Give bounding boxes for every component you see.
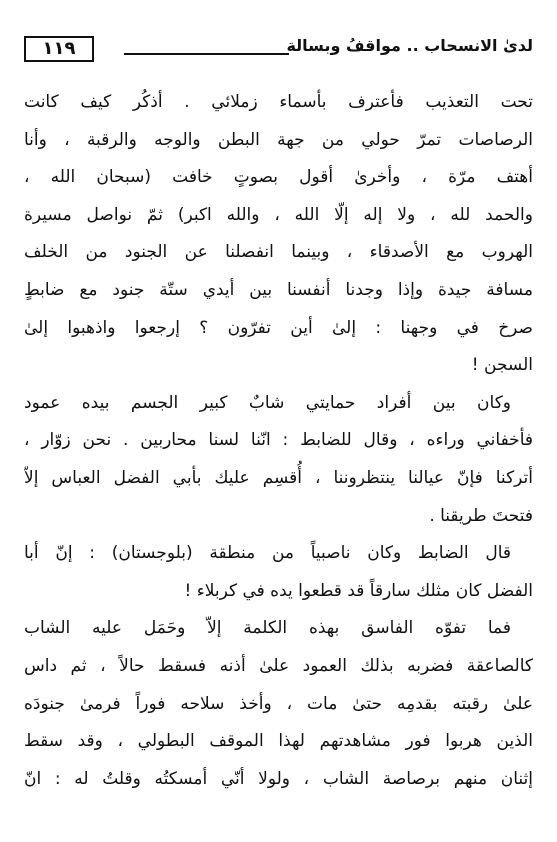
text-line: إثنان منهم برصاصة الشاب ، ولولا أنّي أمسكتُه وقلتُ له : انّ <box>24 768 533 789</box>
text-line: صرخ في وجهنا : إلىٰ أين تفرّون ؟ إرجعوا واذهبوا إلىٰ <box>24 317 533 338</box>
text-line: علىٰ رقبته بقدمِه حتىٰ مات ، وأخذ سلاحه فوراً فرمىٰ جنودَه <box>24 693 533 714</box>
header-rule <box>124 53 289 55</box>
text-line: الهروب مع الأصدقاء ، وبينما انفصلنا عن الجنود من الخلف <box>24 242 533 263</box>
text-line: وكان بين أفراد حمايتي شابٌ كبير الجسم بيده عمود <box>24 392 511 413</box>
page-header <box>24 34 533 70</box>
text-line: كالصاعقة فضربه بذلك العمود علىٰ أذنه فسقط حالاً ، ثم داس <box>24 655 533 676</box>
page-number-box: ١١٩ <box>24 36 94 62</box>
text-line: فتحتَ طريقنا . <box>429 505 533 526</box>
text-line: الرصاصات تمرّ حولي من جهة البطن والوجه والرقبة ، وأنا <box>24 129 533 150</box>
text-line: السجن ! <box>471 355 533 376</box>
running-title: لدىٰ الانسحاب .. مواقفُ وبسالة <box>286 36 533 55</box>
text-line: والحمد لله ، ولا إله إلّا الله ، والله اكبر) ثمّ نواصل مسيرة <box>24 204 533 225</box>
text-line: قال الضابط وكان ناصبياً من منطقة (بلوجستان) : إنّ أبا <box>24 543 511 564</box>
text-line: تحت التعذيب فأعترف بأسماء زملائي . أذكُر كيف كانت <box>24 92 533 112</box>
text-line: فما تفوّه الفاسق بهذه الكلمة إلاّ وحَمَل عليه الشاب <box>24 618 511 639</box>
text-line: مسافة جيدة وإذا وجدنا أنفسنا بين أيدي ستّة جنود مع ضابطٍ <box>24 279 533 300</box>
body-text <box>24 84 533 798</box>
text-line: أهتف مرّة ، وأخرىٰ أقول بصوتٍ خافت (سبحان الله ، <box>24 167 533 188</box>
text-line: فأخفاني وراءه ، وقال للضابط : انّنا لسنا محاربين . نحن زوّار ، <box>24 430 533 451</box>
text-line: أتركنا فإنّ عيالنا ينتظروننا ، أُقسِم عليك بأبي الفضل العباس إلاّ <box>24 467 533 488</box>
text-line: الفضل كان مثلك سارقاً قد قطعوا يده في كربلاء ! <box>184 580 533 601</box>
text-line: الذين هربوا فور مشاهدتهم لهذا الموقف البطولي ، وقد سقط <box>24 731 533 752</box>
